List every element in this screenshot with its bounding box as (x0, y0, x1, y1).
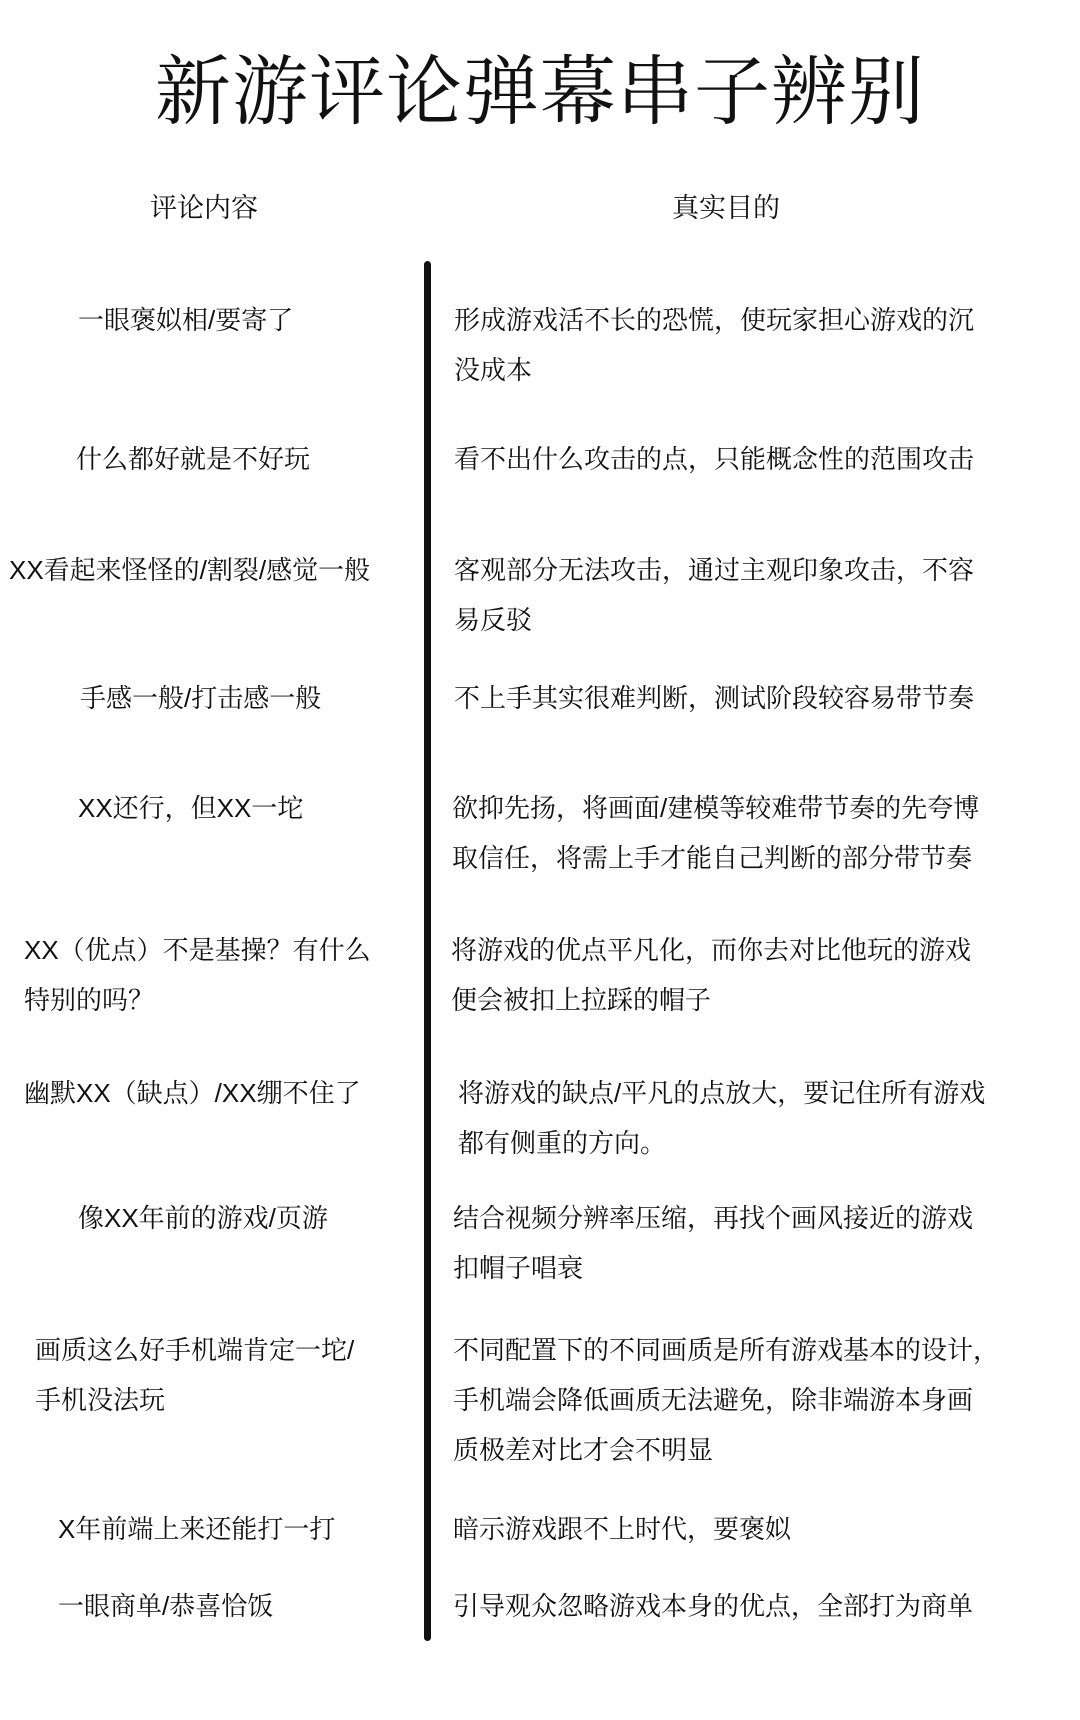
comment-text (76, 434, 310, 484)
purpose-line: 将游戏的缺点/平凡的点放大，要记住所有游戏 (458, 1078, 986, 1108)
comment-text (24, 925, 371, 1025)
purpose-line: 结合视频分辨率压缩，再找个画风接近的游戏 (453, 1203, 974, 1233)
purpose-line: 便会被扣上拉踩的帽子 (451, 985, 712, 1015)
purpose-line: 都有侧重的方向。 (458, 1128, 667, 1158)
column-divider (424, 261, 431, 1641)
purpose-line: 取信任，将需上手才能自己判断的部分带节奏 (452, 843, 973, 873)
comment-text (24, 1068, 361, 1118)
comment-line: 一眼商单/恭喜恰饭 (58, 1591, 274, 1621)
comment-line: XX看起来怪怪的/割裂/感觉一般 (9, 555, 371, 585)
comment-line: 特别的吗？ (24, 985, 155, 1015)
comment-text (78, 1193, 328, 1243)
comment-text (58, 1504, 335, 1554)
purpose-line: 质极差对比才会不明显 (453, 1435, 714, 1465)
purpose-line: 暗示游戏跟不上时代，要褒姒 (453, 1514, 792, 1544)
page-title: 新游评论弹幕串子辨别 (155, 50, 925, 135)
purpose-text (453, 1504, 791, 1554)
comment-text (78, 783, 303, 833)
purpose-line: 手机端会降低画质无法避免，除非端游本身画 (453, 1385, 974, 1415)
purpose-line: 看不出什么攻击的点，只能概念性的范围攻击 (454, 444, 975, 474)
purpose-text (458, 1068, 985, 1168)
column-header-comment: 评论内容 (150, 193, 258, 223)
comment-line: 一眼褒姒相/要寄了 (78, 305, 294, 335)
comment-text (35, 1325, 354, 1425)
purpose-text (454, 434, 974, 484)
purpose-line: 不上手其实很难判断，测试阶段较容易带节奏 (454, 683, 975, 713)
comment-line: XX还行，但XX一坨 (78, 793, 304, 823)
comment-line: 幽默XX（缺点）/XX绷不住了 (24, 1078, 361, 1108)
purpose-text (453, 1193, 973, 1293)
purpose-line: 将游戏的优点平凡化，而你去对比他玩的游戏 (451, 935, 972, 965)
purpose-line: 易反驳 (454, 605, 533, 635)
comment-line: 画质这么好手机端肯定一坨/ (35, 1335, 355, 1365)
comment-line: 手机没法玩 (35, 1385, 166, 1415)
purpose-text (454, 295, 974, 395)
comment-line: 像XX年前的游戏/页游 (78, 1203, 328, 1233)
purpose-line: 引导观众忽略游戏本身的优点，全部打为商单 (453, 1591, 974, 1621)
comment-line: 手感一般/打击感一般 (80, 683, 322, 713)
comment-text (58, 1581, 273, 1631)
purpose-text (454, 673, 974, 723)
comment-line: XX（优点）不是基操？有什么 (24, 935, 371, 965)
purpose-text (453, 1325, 999, 1475)
comment-text (80, 673, 321, 723)
column-header-purpose: 真实目的 (672, 193, 780, 223)
purpose-line: 扣帽子唱衰 (453, 1253, 584, 1283)
purpose-text (452, 783, 979, 883)
comment-text (9, 545, 370, 595)
comment-line: X年前端上来还能打一打 (58, 1514, 336, 1544)
purpose-line: 欲抑先扬，将画面/建模等较难带节奏的先夸博 (452, 793, 980, 823)
purpose-line: 不同配置下的不同画质是所有游戏基本的设计， (453, 1335, 1000, 1365)
comment-text (78, 295, 293, 345)
purpose-line: 没成本 (454, 355, 533, 385)
comment-line: 什么都好就是不好玩 (76, 444, 311, 474)
purpose-line: 形成游戏活不长的恐慌，使玩家担心游戏的沉 (454, 305, 975, 335)
purpose-line: 客观部分无法攻击，通过主观印象攻击，不容 (454, 555, 975, 585)
purpose-text (451, 925, 971, 1025)
purpose-text (454, 545, 974, 645)
purpose-text (453, 1581, 973, 1631)
